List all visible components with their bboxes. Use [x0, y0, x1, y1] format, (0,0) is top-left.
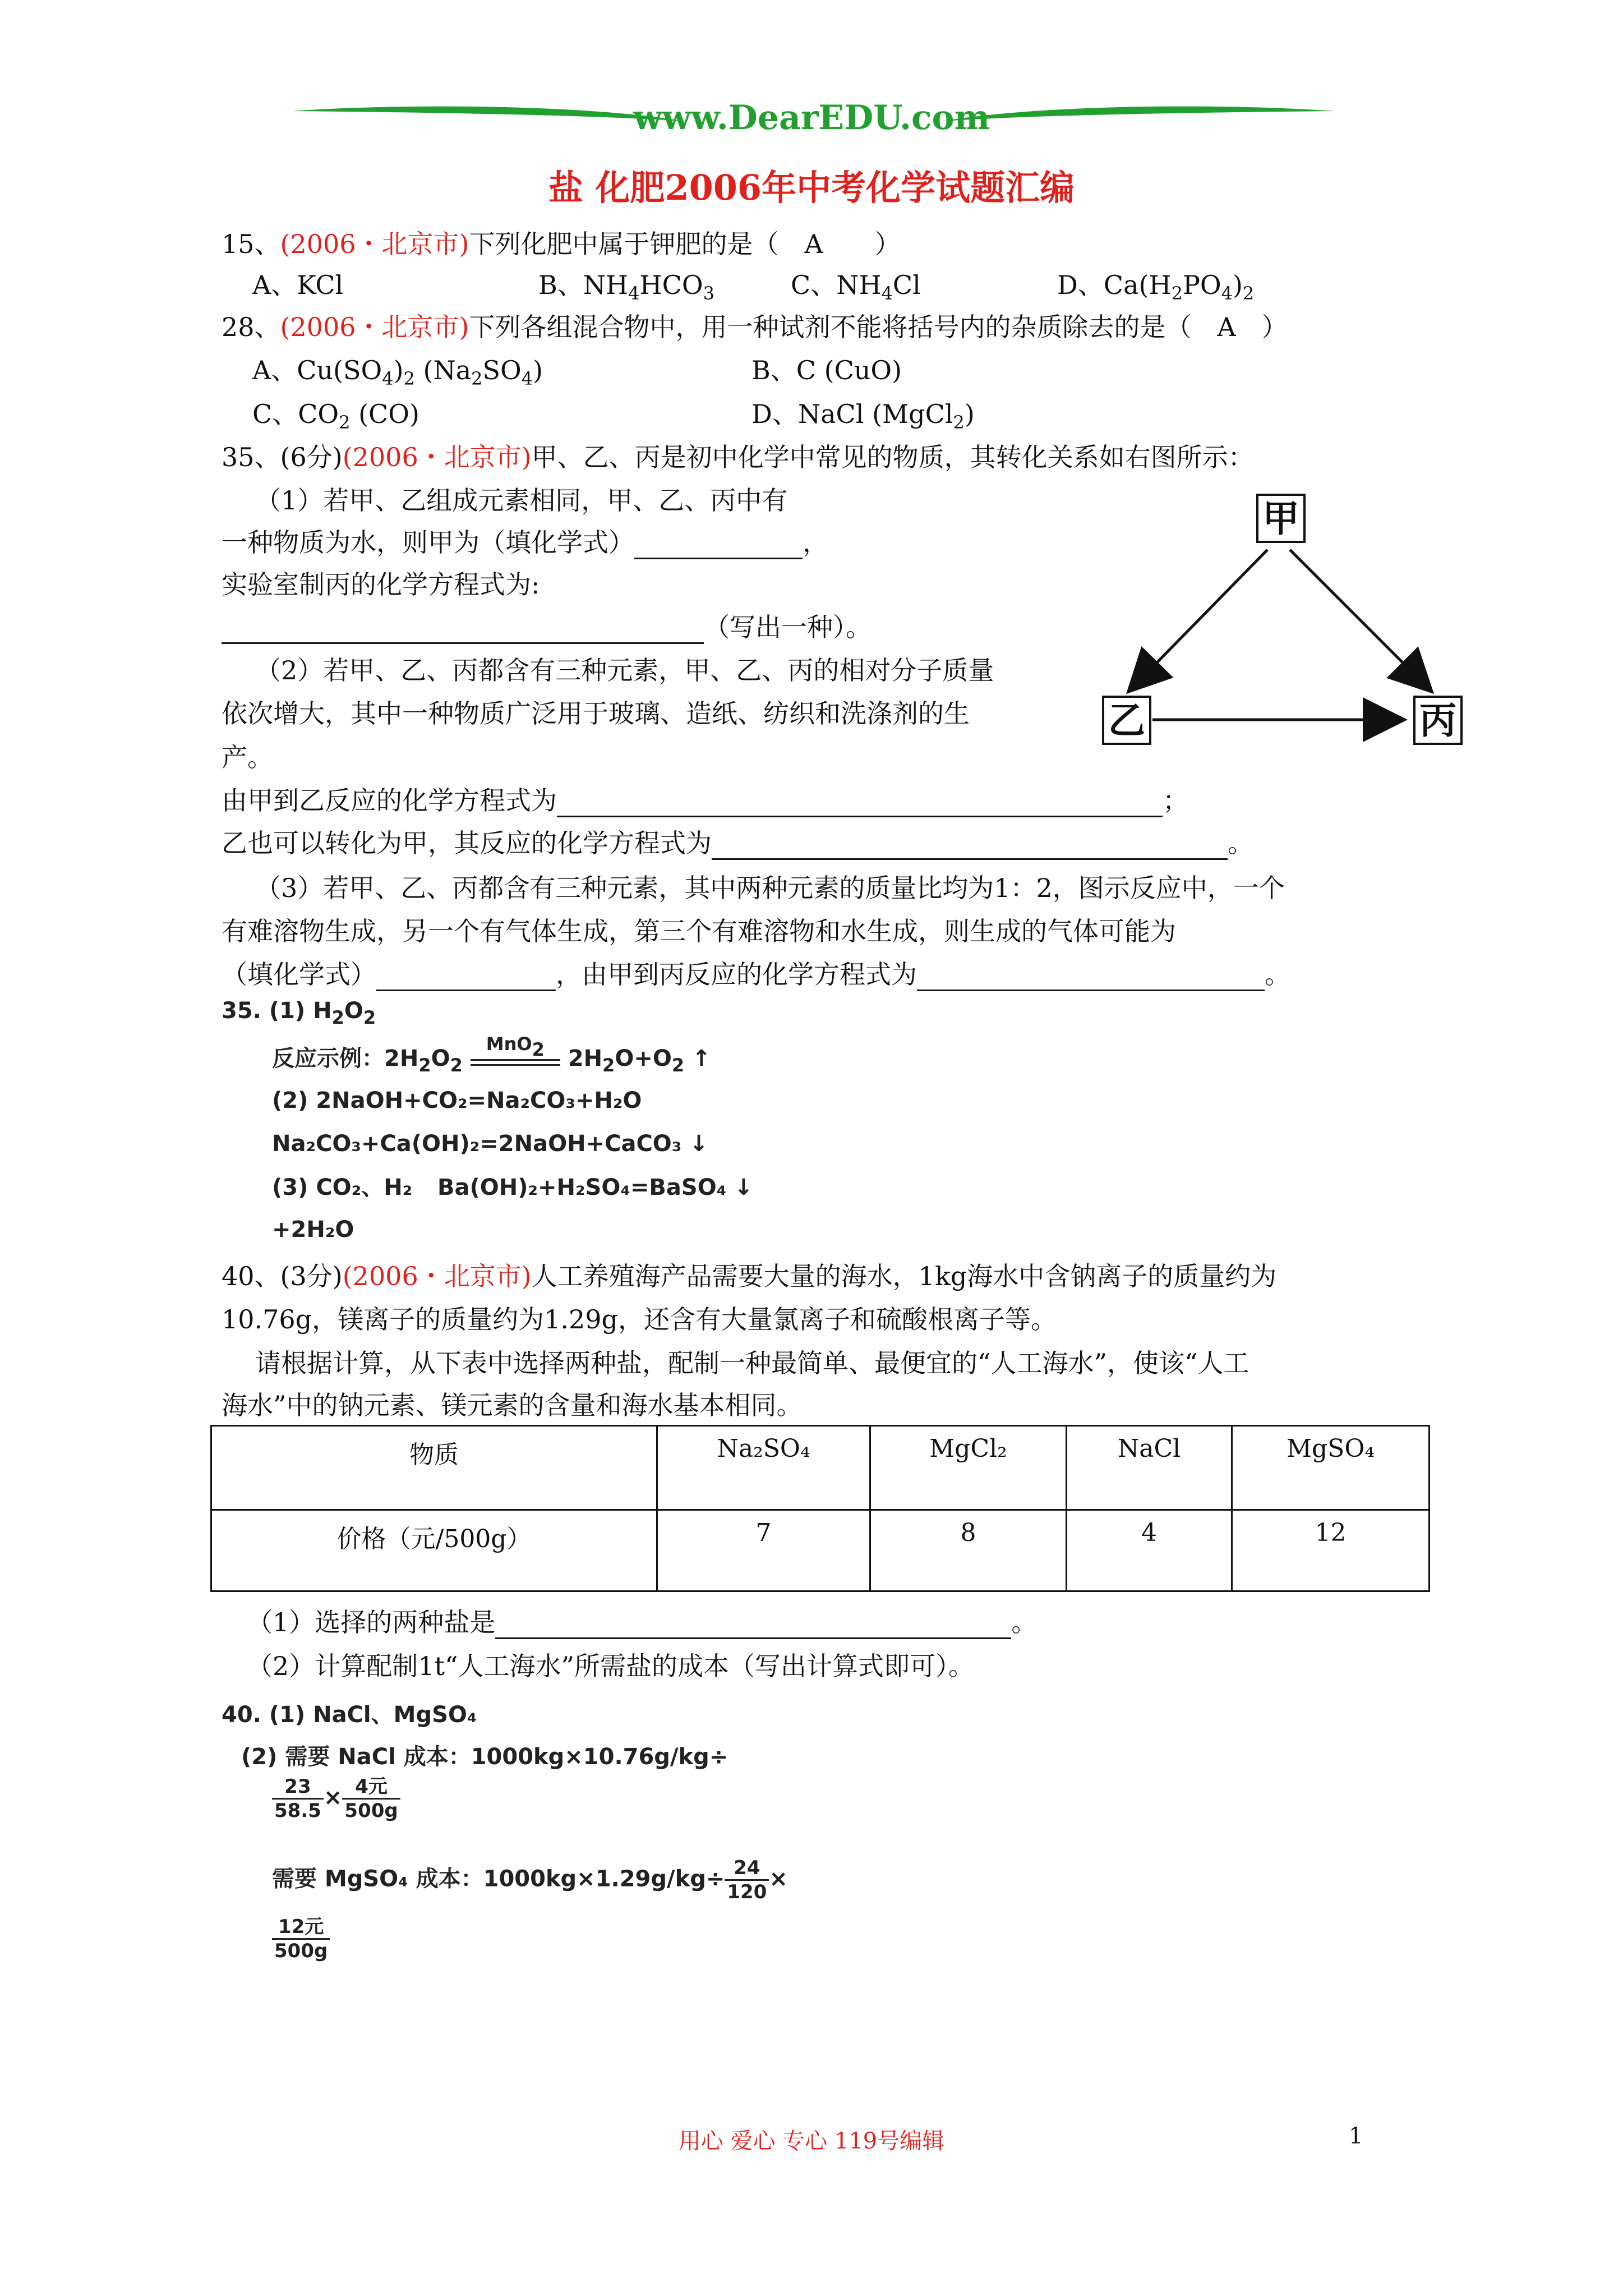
table-row — [211, 1510, 1430, 1591]
q40-line4: 海水”中的钠元素、镁元素的含量和海水基本相同。 — [222, 1390, 803, 1420]
ans40-line5 — [272, 1916, 330, 1962]
q28-stem: 28、(2006・北京市)下列各组混合物中，用一种试剂不能将括号内的杂质除去的是（ A ） — [222, 312, 1288, 342]
q35-part1-line1: （1）若甲、乙组成元素相同，甲、乙、丙中有 — [255, 485, 788, 516]
fraction: $\frac{\text{4元}}{500g}$ — [342, 1775, 400, 1822]
q15-option-d: D、$Ca(H_2PO_4)_2$ — [1057, 270, 1255, 304]
ans35-line2: 反应示例：$2H_2O_2$ MnO$_2$ $2H_2O+O_2$ ↑ — [272, 1033, 711, 1076]
q28-option-d: D、NaCl (MgCl$_2$) — [751, 399, 975, 433]
table-row — [211, 1426, 1430, 1510]
table-cell: 8 — [870, 1510, 1067, 1591]
q40-source: (2006・北京市) — [342, 1261, 532, 1291]
q28-option-a: A、$Cu(SO_4)_2$ $(Na_2SO_4)$ — [252, 355, 543, 389]
footer-text: 用心 爱心 专心 119号编辑 — [678, 2128, 945, 2154]
table-header-cell: MgCl₂ — [870, 1426, 1067, 1510]
ans35-line3: (2) 2NaOH+CO₂=Na₂CO₃+H₂O — [272, 1088, 642, 1114]
q40-line2: 10.76g，镁离子的质量约为1.29g，还含有大量氯离子和硫酸根离子等。 — [222, 1304, 1057, 1335]
diagram-node-left: 乙 — [1102, 696, 1151, 745]
q40-line3: 请根据计算，从下表中选择两种盐，配制一种最简单、最便宜的“人工海水”，使该“人工 — [255, 1348, 1249, 1378]
q35-part2-line1: （2）若甲、乙、丙都含有三种元素，甲、乙、丙的相对分子质量 — [255, 655, 994, 685]
q28-source: (2006・北京市) — [280, 312, 469, 342]
q35-part2-line3: 产。 — [222, 742, 273, 772]
q35-part2-line5: 乙也可以转化为甲，其反应的化学方程式为 。 — [222, 826, 1253, 860]
diagram-node-right: 丙 — [1413, 696, 1463, 745]
q35-part3-line3: （填化学式） ，由甲到丙反应的化学方程式为 。 — [222, 958, 1290, 991]
answer-blank[interactable] — [557, 790, 1163, 817]
q35-part2-line2: 依次增大，其中一种物质广泛用于玻璃、造纸、纺织和洗涤剂的生 — [222, 698, 970, 729]
q35-source: (2006・北京市) — [342, 442, 532, 472]
answer-blank[interactable] — [222, 616, 704, 644]
ans40-line2: (2) 需要 NaCl 成本：1000kg×10.76g/kg÷ — [241, 1744, 728, 1770]
q28-option-b: B、C (CuO) — [751, 355, 902, 385]
answer-blank[interactable] — [712, 832, 1228, 860]
q35-part1-line2: 一种物质为水，则甲为（填化学式） ， — [222, 526, 828, 559]
price-table — [210, 1425, 1430, 1592]
diagram-node-top: 甲 — [1256, 494, 1306, 543]
q15-option-c: C、$NH_4Cl$ — [791, 270, 921, 304]
answer-blank[interactable] — [634, 532, 803, 559]
ans40-line3: $\frac{23}{58.5}$ × $\frac{\text{4元}}{500g}$ — [272, 1775, 400, 1822]
ans35-line5b: Ba(OH)₂+H₂SO₄=BaSO₄ ↓ — [437, 1175, 753, 1200]
q35-part3-line2: 有难溶物生成，另一个有气体生成，第三个有难溶物和水生成，则生成的气体可能为 — [222, 916, 1176, 946]
answer-blank[interactable] — [376, 964, 556, 991]
fraction: $\frac{24}{120}$ — [725, 1857, 769, 1903]
q35-part1-line4: （写出一种）。 — [222, 610, 872, 644]
q40-sub2: （2）计算配制1t“人工海水”所需盐的成本（写出计算式即可）。 — [247, 1651, 975, 1681]
q15-stem: 15、(2006・北京市)下列化肥中属于钾肥的是（ A ） — [222, 229, 901, 259]
q35-part3-line1: （3）若甲、乙、丙都含有三种元素，其中两种元素的质量比均为1：2，图示反应中，一个 — [255, 873, 1285, 903]
table-header-cell: Na₂SO₄ — [657, 1426, 870, 1510]
table-cell: 12 — [1232, 1510, 1430, 1591]
q35-stem: 35、(6分)(2006・北京市)甲、乙、丙是初中化学中常见的物质，其转化关系如右图所示： — [222, 442, 1254, 472]
table-cell: 7 — [657, 1510, 870, 1591]
ans35-line6: +2H₂O — [272, 1217, 354, 1243]
ans35-line5a: (3) CO₂、H₂ — [272, 1175, 413, 1200]
table-header-cell: 物质 — [211, 1426, 657, 1510]
ans35-line4: Na₂CO₃+Ca(OH)₂=2NaOH+CaCO₃ ↓ — [272, 1131, 708, 1157]
q40-stem: 40、(3分)(2006・北京市)人工养殖海产品需要大量的海水，1kg海水中含钠离子的质量约为 — [222, 1261, 1277, 1291]
ans40-line1: 40. (1) NaCl、MgSO₄ — [222, 1702, 477, 1728]
table-header-cell: MgSO₄ — [1232, 1426, 1430, 1510]
fraction: $\frac{\text{12元}}{500g}$ — [272, 1916, 330, 1962]
answer-blank[interactable] — [495, 1612, 1011, 1639]
table-cell: 价格（元/500g） — [211, 1510, 657, 1591]
q35-part1-line3: 实验室制丙的化学方程式为: — [222, 569, 540, 600]
q35-part2-line4: 由甲到乙反应的化学方程式为 ； — [222, 784, 1188, 817]
fraction: $\frac{23}{58.5}$ — [272, 1775, 324, 1822]
table-header-cell: NaCl — [1067, 1426, 1232, 1510]
page-number: 1 — [1349, 2123, 1363, 2149]
answer-blank[interactable] — [917, 964, 1265, 991]
catalyst-condition: MnO$_2$ — [471, 1048, 560, 1066]
q40-sub1: （1）选择的两种盐是 。 — [247, 1605, 1037, 1639]
ans40-line4: 需要 MgSO₄ 成本：1000kg×1.29g/kg÷ $\frac{24}{120}$ × — [272, 1857, 788, 1903]
page-title: 盐 化肥2006年中考化学试题汇编 — [548, 167, 1075, 208]
q15-source: (2006・北京市) — [280, 229, 469, 259]
site-logo: www.DearEDU.com — [633, 98, 990, 137]
q28-option-c: C、$CO_2$ (CO) — [252, 399, 419, 433]
ans35-line1: 35. (1) $H_2O_2$ — [222, 998, 376, 1028]
q15-option-b: B、$NH_4HCO_3$ — [538, 270, 714, 304]
q15-option-a: A、KCl — [252, 270, 344, 300]
table-cell: 4 — [1067, 1510, 1232, 1591]
